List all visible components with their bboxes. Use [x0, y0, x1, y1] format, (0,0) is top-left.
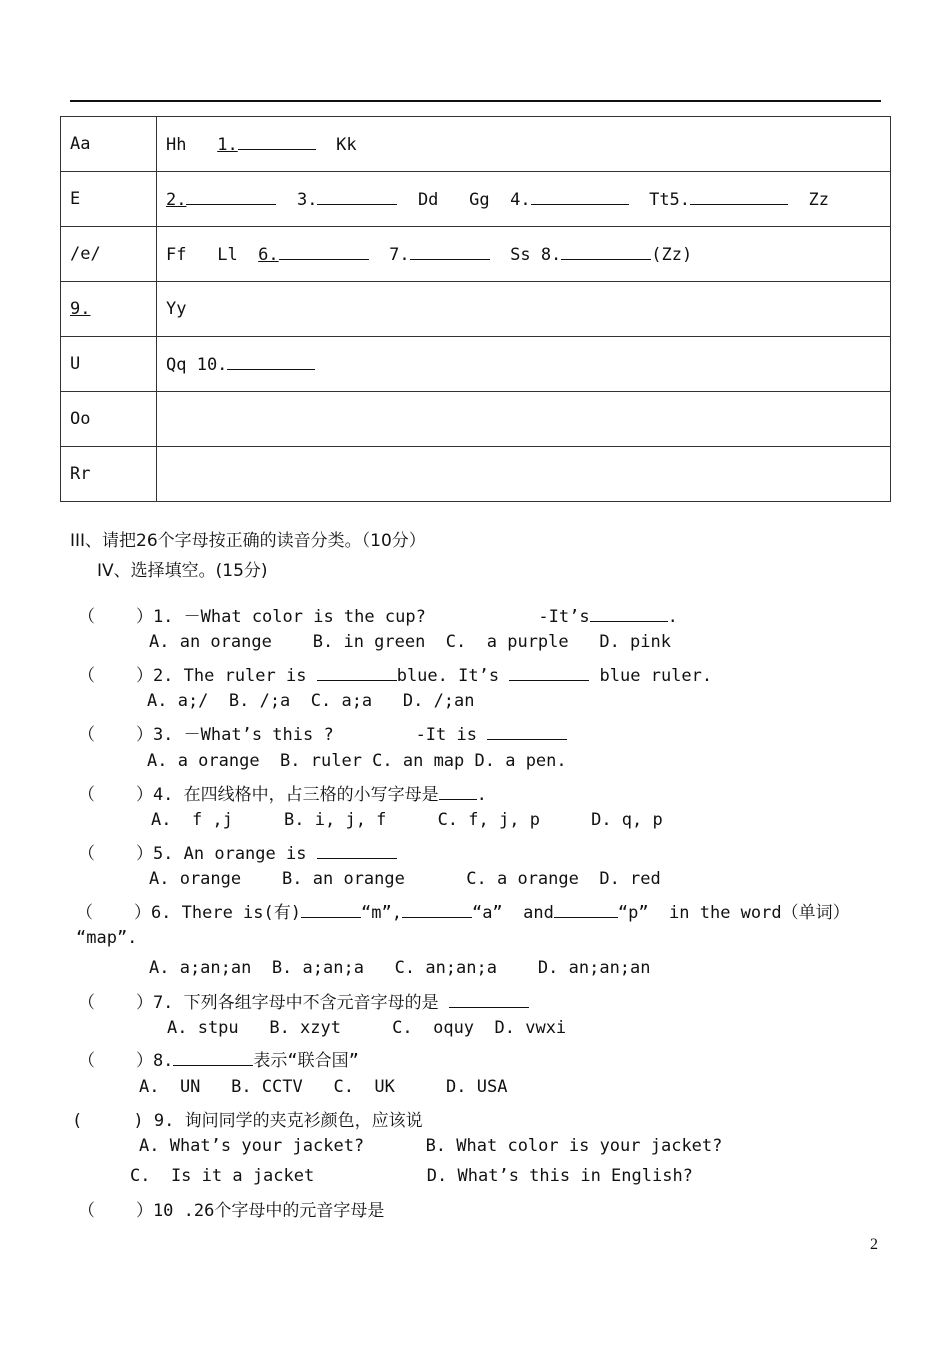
question-3: （ ）3. －What’s this ? -It is [78, 720, 567, 745]
section-4-title: IV、选择填空。(15分) [97, 561, 268, 581]
section-3-title: III、请把26个字母按正确的读音分类。（10分） [70, 531, 426, 551]
table-row [61, 337, 891, 392]
page-number: 2 [870, 1236, 878, 1253]
question-8: （ ）8. 表示“联合国” [78, 1051, 359, 1071]
table-row [61, 117, 891, 172]
row-items [157, 392, 891, 447]
question-9-options-a: A. What’s your jacket? B. What color is your jacket? [139, 1136, 723, 1156]
table-row [61, 227, 891, 282]
row-head: /e/ [61, 227, 157, 282]
question-1-options: A. an orange B. in green C. a purple D. pink [149, 632, 671, 652]
table-row [61, 447, 891, 502]
question-4: （ ）4. 在四线格中，占三格的小写字母是 . [78, 785, 487, 805]
header-rule [70, 100, 881, 102]
row-items: Qq 10. [157, 337, 891, 392]
row-head: E [61, 172, 157, 227]
row-head: Rr [61, 447, 157, 502]
question-7: （ ）7. 下列各组字母中不含元音字母的是 [78, 988, 529, 1013]
row-items: Hh 1. Kk [157, 117, 891, 172]
question-5-options: A. orange B. an orange C. a orange D. red [149, 869, 661, 889]
table-row [61, 392, 891, 447]
question-1: （ ）1. －What color is the cup? -It’s . [78, 607, 678, 627]
question-9: ( ) 9. 询问同学的夹克衫颜色，应该说 [72, 1111, 423, 1131]
letter-classification-table [60, 116, 891, 502]
question-9-options-b: C. Is it a jacket D. What’s this in English? [130, 1166, 693, 1186]
row-head: Aa [61, 117, 157, 172]
question-3-options: A. a orange B. ruler C. an map D. a pen. [147, 751, 567, 771]
question-4-options: A. f ,j B. i, j, f C. f, j, p D. q, p [151, 810, 663, 830]
row-items: Ff Ll 6. 7. Ss 8. (Zz) [157, 227, 891, 282]
row-head: 9. [61, 282, 157, 337]
table-row [61, 282, 891, 337]
question-8-options: A. UN B. CCTV C. UK D. USA [139, 1077, 508, 1097]
question-7-options: A. stpu B. xzyt C. oquy D. vwxi [167, 1018, 567, 1038]
row-items [157, 447, 891, 502]
question-10: （ ）10 .26个字母中的元音字母是 [78, 1201, 385, 1221]
question-6: （ ）6. There is(有) “m”, “a” and “p” in the word（单词） [76, 903, 850, 923]
table-row [61, 172, 891, 227]
question-6-continuation: “map”. [76, 928, 138, 948]
row-items: 2. 3. Dd Gg 4. Tt5. Zz [157, 172, 891, 227]
question-2: （ ）2. The ruler is blue. It’s blue ruler. [78, 666, 713, 686]
row-head: Oo [61, 392, 157, 447]
question-2-options: A. a;/ B. /;a C. a;a D. /;an [147, 691, 475, 711]
question-5: （ ）5. An orange is [78, 839, 397, 864]
question-6-options: A. a;an;an B. a;an;a C. an;an;a D. an;an;an [149, 958, 651, 978]
row-head: U [61, 337, 157, 392]
row-items: Yy [157, 282, 891, 337]
